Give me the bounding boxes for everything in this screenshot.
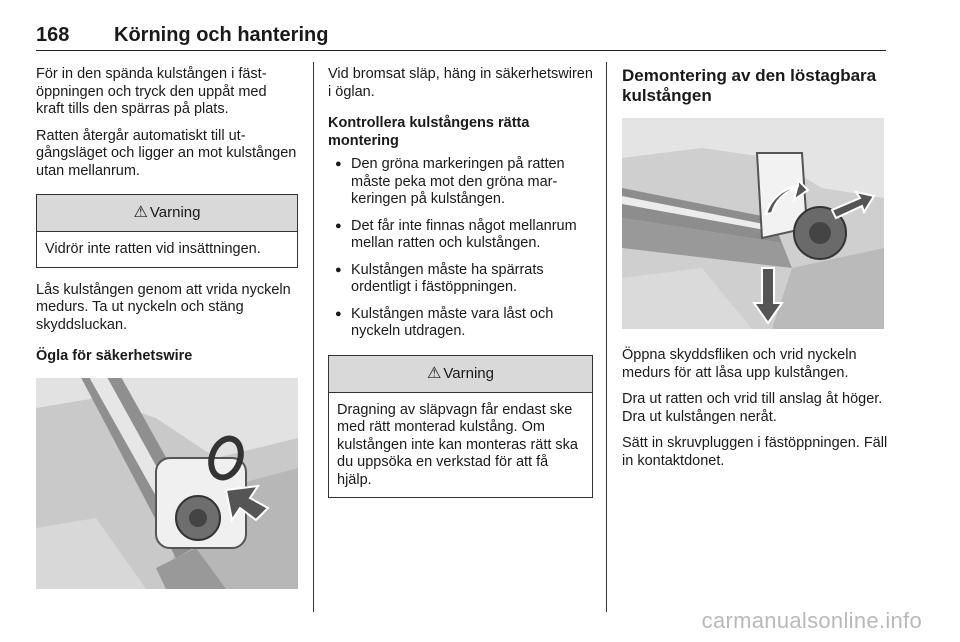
warning-title: Varning xyxy=(149,204,201,222)
column-divider xyxy=(313,62,314,612)
check-list xyxy=(328,156,593,341)
safety-wire-eyelet-illustration xyxy=(36,378,298,589)
sub-heading: Ögla för säkerhetswire xyxy=(36,348,193,364)
list-item: ● Kulstången måste vara låst och nyckeln utdragen. xyxy=(328,306,593,341)
paragraph: För in den spända kulstången i fästöppningen och tryck den uppåt med kraft tills den spärras på plats. xyxy=(36,66,267,117)
warning-header xyxy=(37,195,297,232)
warning-text: Vidrör inte ratten vid insättningen. xyxy=(45,241,261,257)
column-2 xyxy=(328,66,593,512)
warning-text: Dragning av släpvagn får endast ske med rätt monterad kulstång. Om kulstången inte kan monteras rätt ska du uppsöka en verkstad för att få hjälp. xyxy=(337,401,578,488)
section-heading: Demontering av den löstagbara kulstången xyxy=(622,66,877,105)
watermark: carmanualsonline.info xyxy=(701,608,922,633)
paragraph: Ratten återgår automatiskt till utgångsläget och ligger an mot kulstången utan mellanrum. xyxy=(36,127,297,179)
page-number: 168 xyxy=(36,24,70,46)
column-1 xyxy=(36,66,298,589)
page-header xyxy=(36,22,886,51)
chapter-title: Körning och hantering xyxy=(114,24,329,46)
warning-title: Varning xyxy=(443,364,494,382)
paragraph: Öppna skyddsfliken och vrid nyckeln medurs för att låsa upp kulstången. xyxy=(622,347,857,381)
warning-box xyxy=(328,355,593,499)
paragraph: Lås kulstången genom att vrida nyckeln medurs. Ta ut nyckeln och stäng skyddsluckan. xyxy=(36,281,291,333)
paragraph: Vid bromsat släp, häng in säkerhetswiren i öglan. xyxy=(328,66,593,100)
warning-header xyxy=(329,356,592,393)
paragraph: Dra ut ratten och vrid till anslag åt höger. Dra ut kulstången neråt. xyxy=(622,391,883,425)
list-item: ● Kulstången måste ha spärrats ordentligt i fästöppningen. xyxy=(328,262,593,297)
tow-bar-removal-illustration xyxy=(622,118,884,329)
column-3 xyxy=(622,66,888,479)
warning-box xyxy=(36,194,298,268)
paragraph: Sätt in skruvpluggen i fästöppningen. Fäll in kontaktdonet. xyxy=(622,435,888,469)
sub-heading: Kontrollera kulstångens rätta montering xyxy=(328,115,530,149)
list-item: ● Det får inte finnas något mellanrum mellan ratten och kulstången. xyxy=(328,218,593,253)
warning-icon: ⚠ xyxy=(427,364,442,382)
column-divider xyxy=(606,62,607,612)
list-item: ● Den gröna markeringen på ratten måste peka mot den gröna markeringen på kulstången. xyxy=(328,156,593,209)
warning-icon: ⚠ xyxy=(133,204,148,222)
